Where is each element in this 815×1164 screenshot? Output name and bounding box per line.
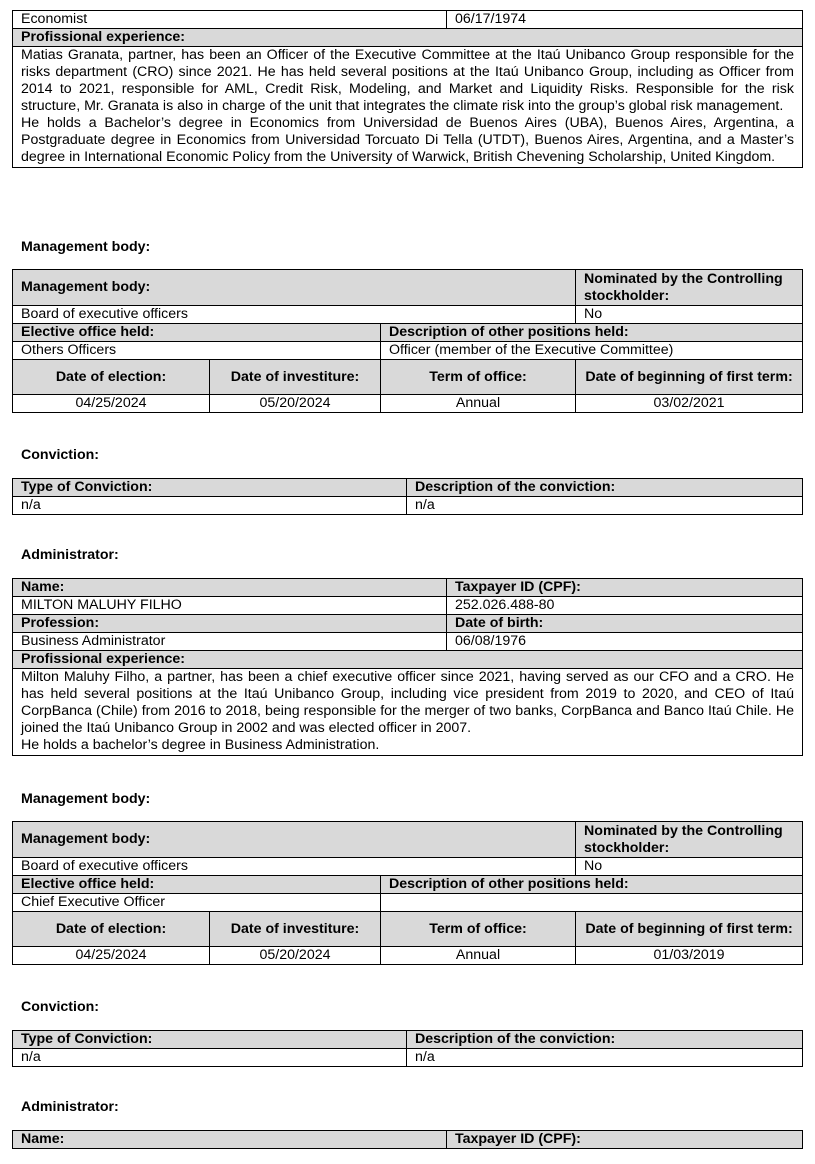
management-body-block	[12, 821, 802, 965]
management-body-label: Management body:	[13, 270, 576, 306]
experience-label: Profissional experience:	[13, 651, 803, 669]
section-title-administrator: Administrator:	[21, 547, 119, 563]
management-body-label: Management body:	[13, 822, 576, 858]
other-positions-label: Description of other positions held:	[381, 324, 803, 342]
election-date-label: Date of election:	[13, 360, 210, 395]
nominated-label: Nominated by the Controlling stockholder:	[576, 270, 803, 306]
conviction-description-label: Description of the conviction:	[407, 1031, 803, 1049]
birth-date-label: Date of birth:	[447, 615, 803, 633]
section-title-administrator: Administrator:	[21, 1099, 119, 1115]
investiture-date-value: 05/20/2024	[210, 395, 381, 413]
investiture-date-label: Date of investiture:	[210, 912, 381, 947]
conviction-block	[12, 478, 802, 515]
name-label: Name:	[13, 579, 447, 597]
nominated-value: No	[576, 306, 803, 324]
conviction-type-label: Type of Conviction:	[13, 479, 407, 497]
section-title-conviction: Conviction:	[21, 999, 100, 1015]
experience-text	[13, 47, 803, 168]
election-date-label: Date of election:	[13, 912, 210, 947]
term-of-office-value: Annual	[381, 395, 576, 413]
birth-date-value: 06/08/1976	[447, 633, 803, 651]
elective-office-label: Elective office held:	[13, 876, 381, 894]
election-date-value: 04/25/2024	[13, 947, 210, 965]
experience-paragraph: He holds a bachelor’s degree in Business Administration.	[21, 737, 380, 753]
previous-administrator-block	[12, 10, 802, 168]
section-title-management-body: Management body:	[21, 791, 151, 807]
birth-date-value: 06/17/1974	[447, 11, 803, 29]
profession-label: Profession:	[13, 615, 447, 633]
cpf-label: Taxpayer ID (CPF):	[447, 579, 803, 597]
management-body-table	[12, 821, 803, 965]
nominated-label: Nominated by the Controlling stockholder:	[576, 822, 803, 858]
election-date-value: 04/25/2024	[13, 395, 210, 413]
experience-paragraph: Matias Granata, partner, has been an Officer of the Executive Committee at the Itaú Unibanco Group responsible for the risks department (CRO) since 2021. He has held several positions at the Itaú Unibanco Group, including as Officer from 2014 to 2021, responsible for AML, Credit Risk, Modeling, and Market and Liquidity Risks. Responsible for the risk structure, Mr. Granata is also in charge of the unit that integrates the climate risk into the group’s global risk management.	[21, 47, 794, 114]
management-body-value: Board of executive officers	[13, 858, 576, 876]
administrator-block	[12, 578, 802, 756]
conviction-table	[12, 1030, 803, 1067]
conviction-type-value: n/a	[13, 497, 407, 515]
previous-administrator-table	[12, 10, 803, 168]
other-positions-value	[381, 894, 803, 912]
elective-office-value: Chief Executive Officer	[13, 894, 381, 912]
administrator-table	[12, 1130, 803, 1149]
cpf-label: Taxpayer ID (CPF):	[447, 1131, 803, 1149]
conviction-type-label: Type of Conviction:	[13, 1031, 407, 1049]
management-body-block	[12, 269, 802, 413]
section-title-management-body: Management body:	[21, 239, 151, 255]
experience-paragraph: Milton Maluhy Filho, a partner, has been a chief executive officer since 2021, having served as our CFO and a CRO. He has held several positions at the Itaú Unibanco Group, including vice president from 2019 to 2020, and CEO of Itaú CorpBanca (Chile) from 2016 to 2018, being responsible for the merger of two banks, CorpBanca and Banco Itaú Chile. He joined the Itaú Unibanco Group in 2002 and was elected officer in 2007.	[21, 669, 794, 736]
term-of-office-label: Term of office:	[381, 360, 576, 395]
conviction-block	[12, 1030, 802, 1067]
conviction-description-value: n/a	[407, 497, 803, 515]
management-body-table	[12, 269, 803, 413]
term-of-office-value: Annual	[381, 947, 576, 965]
conviction-description-label: Description of the conviction:	[407, 479, 803, 497]
other-positions-value: Officer (member of the Executive Committee)	[381, 342, 803, 360]
other-positions-label: Description of other positions held:	[381, 876, 803, 894]
experience-paragraph: He holds a Bachelor’s degree in Economics from Universidad de Buenos Aires (UBA), Buenos Aires, Argentina, a Postgraduate degree in Economics from Universidad Torcuato Di Tella (UTDT), Buenos Aires, Argentina, and a Master’s degree in International Economic Policy from the University of Warwick, British Chevening Scholarship, United Kingdom.	[21, 115, 794, 165]
cpf-value: 252.026.488-80	[447, 597, 803, 615]
profession-value: Business Administrator	[13, 633, 447, 651]
name-value: MILTON MALUHY FILHO	[13, 597, 447, 615]
first-term-date-label: Date of beginning of first term:	[576, 912, 803, 947]
name-label: Name:	[13, 1131, 447, 1149]
administrator-table	[12, 578, 803, 756]
term-of-office-label: Term of office:	[381, 912, 576, 947]
section-title-conviction: Conviction:	[21, 447, 100, 463]
experience-label: Profissional experience:	[13, 29, 803, 47]
administrator-block	[12, 1130, 802, 1149]
conviction-description-value: n/a	[407, 1049, 803, 1067]
conviction-type-value: n/a	[13, 1049, 407, 1067]
elective-office-value: Others Officers	[13, 342, 381, 360]
first-term-date-value: 01/03/2019	[576, 947, 803, 965]
investiture-date-value: 05/20/2024	[210, 947, 381, 965]
first-term-date-value: 03/02/2021	[576, 395, 803, 413]
profession-value: Economist	[13, 11, 447, 29]
investiture-date-label: Date of investiture:	[210, 360, 381, 395]
conviction-table	[12, 478, 803, 515]
management-body-value: Board of executive officers	[13, 306, 576, 324]
elective-office-label: Elective office held:	[13, 324, 381, 342]
experience-text	[13, 669, 803, 756]
first-term-date-label: Date of beginning of first term:	[576, 360, 803, 395]
nominated-value: No	[576, 858, 803, 876]
